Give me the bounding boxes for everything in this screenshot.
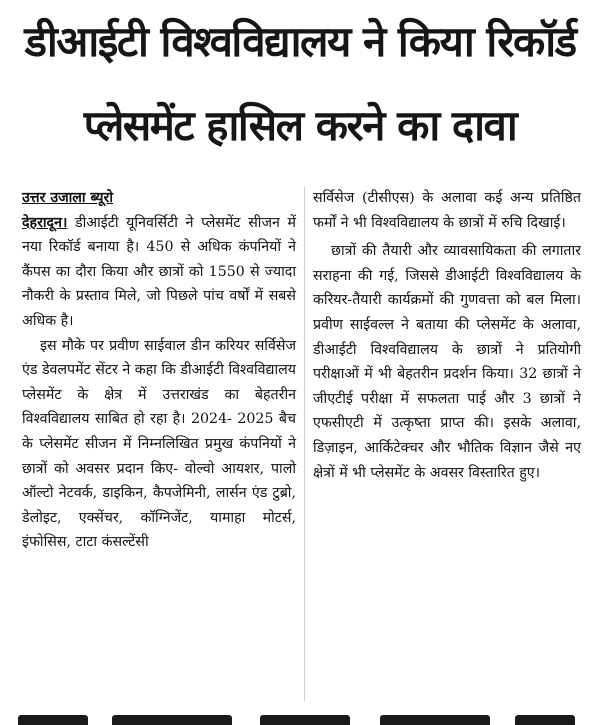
article-paragraph-4: छात्रों की तैयारी और व्यावसायिकता की लगातार सराहना की गई, जिससे डीआईटी विश्वविद्यालय के करियर-तैयारी कार्यक्रमों की गुणवत्ता को बल मिला। प्रवीण साईवल्ल ने बताया की प्लेसमेंट के अलावा, डीआईटी विश्वविद्यालय के छात्रों ने प्रतियोगी परीक्षाओं में भी बेहतरीन प्रदर्शन किया। 32 छात्रों ने जीएटीई परीक्षा में सफलता पाई और 3 छात्रों ने एफसीएटी में उत्कृष्ता प्राप्त की। इसके अलावा, डिज़ाइन, आर्किटेक्चर और भौतिक विज्ञान जैसे नए क्षेत्रों में भी प्लेसमेंट के अवसर विस्तारित हुए। — [313, 243, 581, 481]
column-divider — [304, 186, 305, 701]
article-column-right — [313, 186, 581, 485]
article-paragraph-2: इस मौके पर प्रवीण साईवाल डीन करियर सर्विसेज एंड डेवलपमेंट सेंटर ने कहा कि डीआईटी विश्वविद्यालय प्लेसमेंट के क्षेत्र में उत्तराखंड का बेहतरीन विश्वविद्यालय साबित हो रहा है। 2024- 2025 बैच के प्लेसमेंट सीजन में निम्नलिखित प्रमुख कंपनियों ने छात्रों को अवसर प्रदान किए- वोल्वो आयशर, पालो ऑल्टो नेटवर्क, डाइकिन, कैपजेमिनी, लार्सन एंड टुब्रो, डेलोइट, एक्सेंचर, कॉग्निजेंट, यामाहा मोटर्स, इंफोसिस, टाटा कंसल्टेंसी — [22, 337, 296, 551]
article-paragraph-1 — [22, 211, 296, 334]
headline-line-1: डीआईटी विश्वविद्यालय ने किया रिकॉर्ड — [24, 17, 576, 66]
dateline: देहरादून। — [22, 214, 68, 231]
headline-line-2: प्लेसमेंट हासिल करने का दावा — [83, 101, 517, 150]
article-column-left — [22, 186, 296, 555]
article-paragraph-3: सर्विसेज (टीसीएस) के अलावा कई अन्य प्रतिष्ठित फर्मों ने भी विश्वविद्यालय के छात्रों में रुचि दिखाई। — [313, 190, 581, 231]
article-paragraph-1-text: डीआईटी यूनिवर्सिटी ने प्लेसमेंट सीजन में नया रिकॉर्ड बनाया है। 450 से अधिक कंपनियों ने कैंपस का दौरा किया और छात्रों को 1550 से ज्यादा नौकरी के प्रस्ताव मिले, जो पिछले पांच वर्षों में सबसे अधिक है। — [22, 214, 296, 329]
next-headline-cutoff — [0, 713, 600, 725]
byline: उत्तर उजाला ब्यूरो — [22, 190, 113, 206]
